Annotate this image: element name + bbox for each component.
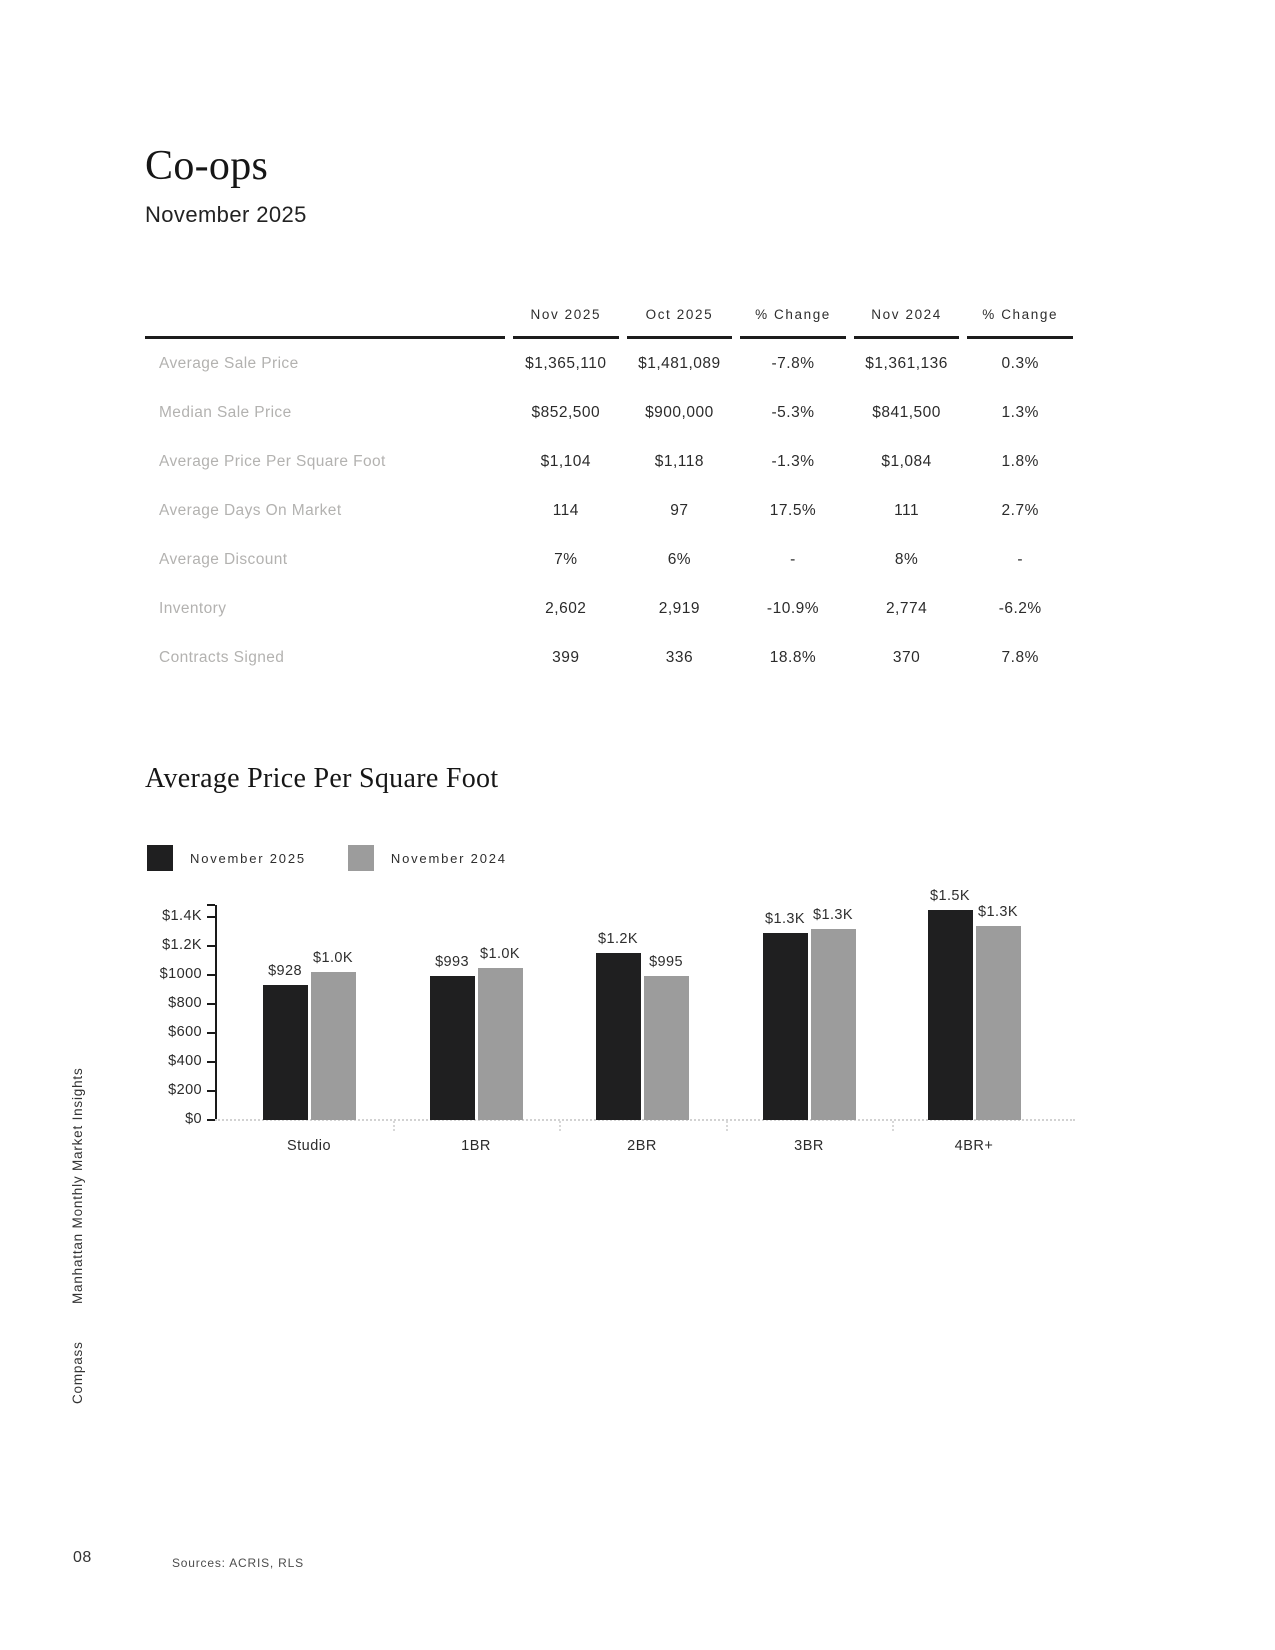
column-header: Nov 2025 [513,307,619,339]
bar-value-label: $1.0K [480,946,520,963]
table-cell: $1,118 [654,452,705,470]
table-row [145,633,1073,682]
table-cell: -10.9% [766,599,820,617]
table-cell: $900,000 [645,403,714,421]
table-cell: 1.8% [1001,452,1039,470]
table-cell: 7% [554,550,578,568]
bar-chart [145,870,1075,1175]
bar-november-2025 [596,953,641,1120]
category-label: Studio [286,1138,332,1154]
bar-value-label: $1.3K [978,904,1018,921]
table-cell: 6% [667,550,692,568]
table-cell: $1,365,110 [525,354,607,372]
y-tick-label: $200 [168,1082,202,1098]
category-label: 2BR [627,1138,657,1154]
table-row [145,486,1073,535]
y-tick [207,974,215,976]
row-label: Average Discount [159,550,288,568]
y-tick-label: $1.4K [162,908,202,924]
y-tick-label: $1.2K [162,937,202,953]
table-cell: 0.3% [1001,354,1039,372]
column-header: Nov 2024 [854,307,960,339]
table-cell: - [1017,550,1024,568]
y-tick [207,1090,215,1092]
y-axis-cap-tick [207,904,215,906]
table-row [145,584,1073,633]
table-cell: $1,361,136 [865,354,948,372]
legend-label: November 2025 [190,850,306,866]
table-row [145,339,1073,388]
table-cell: 97 [670,501,689,519]
y-tick [207,1061,215,1063]
bar-november-2024 [811,929,856,1120]
bar-value-label: $1.2K [598,930,638,947]
legend-item [147,845,306,871]
column-header-empty [145,307,505,339]
bar-november-2024 [976,926,1021,1120]
table-cell: $1,104 [540,452,591,470]
bar-november-2025 [763,933,808,1120]
y-tick-label: $800 [168,995,202,1011]
bar-value-label: $1.3K [813,907,853,924]
row-label: Median Sale Price [159,403,292,421]
table-cell: -6.2% [998,599,1042,617]
y-tick [207,1003,215,1005]
bar-november-2025 [263,985,308,1120]
stats-table [145,307,1073,682]
x-gridline [393,1121,395,1131]
table-cell: 399 [552,648,580,666]
category-label: 3BR [794,1138,824,1154]
bar-value-label: $995 [649,953,683,970]
chart-title: Average Price Per Square Foot [145,763,499,794]
bar-value-label: $993 [435,954,469,970]
page-title: Co-ops [145,143,269,189]
y-tick [207,916,215,918]
sidebar-text-compass: Compass [70,1341,85,1404]
table-cell: -5.3% [771,403,815,421]
table-cell: 17.5% [769,501,817,519]
y-tick [207,945,215,947]
y-tick-label: $0 [185,1111,202,1127]
bar-value-label: $928 [268,963,302,980]
table-cell: 2,602 [545,599,587,617]
category-label: 1BR [461,1138,491,1154]
x-gridline [726,1121,728,1131]
column-header: % Change [967,307,1073,339]
sidebar-text-market-insights: Manhattan Monthly Market Insights [70,1067,85,1304]
y-axis [215,905,217,1120]
table-cell: 370 [892,648,921,666]
bar-november-2024 [478,968,523,1120]
table-cell: 2.7% [1001,501,1039,519]
row-label: Average Sale Price [159,354,299,372]
row-label: Contracts Signed [159,648,285,666]
sources-note: Sources: ACRIS, RLS [172,1556,304,1570]
table-cell: 7.8% [1001,648,1039,666]
table-cell: 114 [552,501,579,519]
bar-value-label: $1.3K [765,910,805,927]
bar-november-2025 [430,976,475,1120]
table-header-row [145,307,1073,339]
column-header: % Change [740,307,846,339]
table-cell: 111 [894,501,920,519]
table-cell: -7.8% [771,354,815,372]
category-label: 4BR+ [954,1138,994,1154]
bar-value-label: $1.5K [930,887,970,904]
table-row [145,437,1073,486]
table-cell: -1.3% [771,452,815,470]
page-subtitle: November 2025 [145,202,307,227]
page-number: 08 [73,1549,92,1566]
table-cell: $852,500 [531,403,601,421]
table-cell: $1,481,089 [638,354,721,372]
table-cell: 8% [894,550,919,568]
row-label: Inventory [159,599,227,617]
y-tick-label: $1000 [159,966,202,982]
bar-november-2024 [311,972,356,1120]
table-cell: 2,919 [658,599,701,617]
legend-swatch [147,845,173,871]
chart-legend [147,845,507,871]
bar-value-label: $1.0K [313,950,353,967]
bar-november-2025 [928,910,973,1120]
table-cell: $841,500 [872,403,941,421]
row-label: Average Price Per Square Foot [159,452,386,470]
legend-swatch [348,845,374,871]
y-tick [207,1032,215,1034]
table-cell: $1,084 [881,452,932,470]
table-cell: 2,774 [885,599,928,617]
table-row [145,388,1073,437]
table-cell: - [790,550,796,568]
y-tick [207,1119,215,1121]
row-label: Average Days On Market [159,501,342,519]
y-tick-label: $600 [168,1024,202,1040]
legend-label: November 2024 [390,850,507,866]
legend-item [348,845,507,871]
x-gridline [559,1121,561,1131]
table-cell: 336 [665,648,694,666]
table-cell: 18.8% [769,648,817,666]
table-cell: 1.3% [1001,403,1039,421]
column-header: Oct 2025 [627,307,733,339]
bar-november-2024 [644,976,689,1120]
table-row [145,535,1073,584]
x-gridline [892,1121,894,1131]
y-tick-label: $400 [168,1053,202,1069]
